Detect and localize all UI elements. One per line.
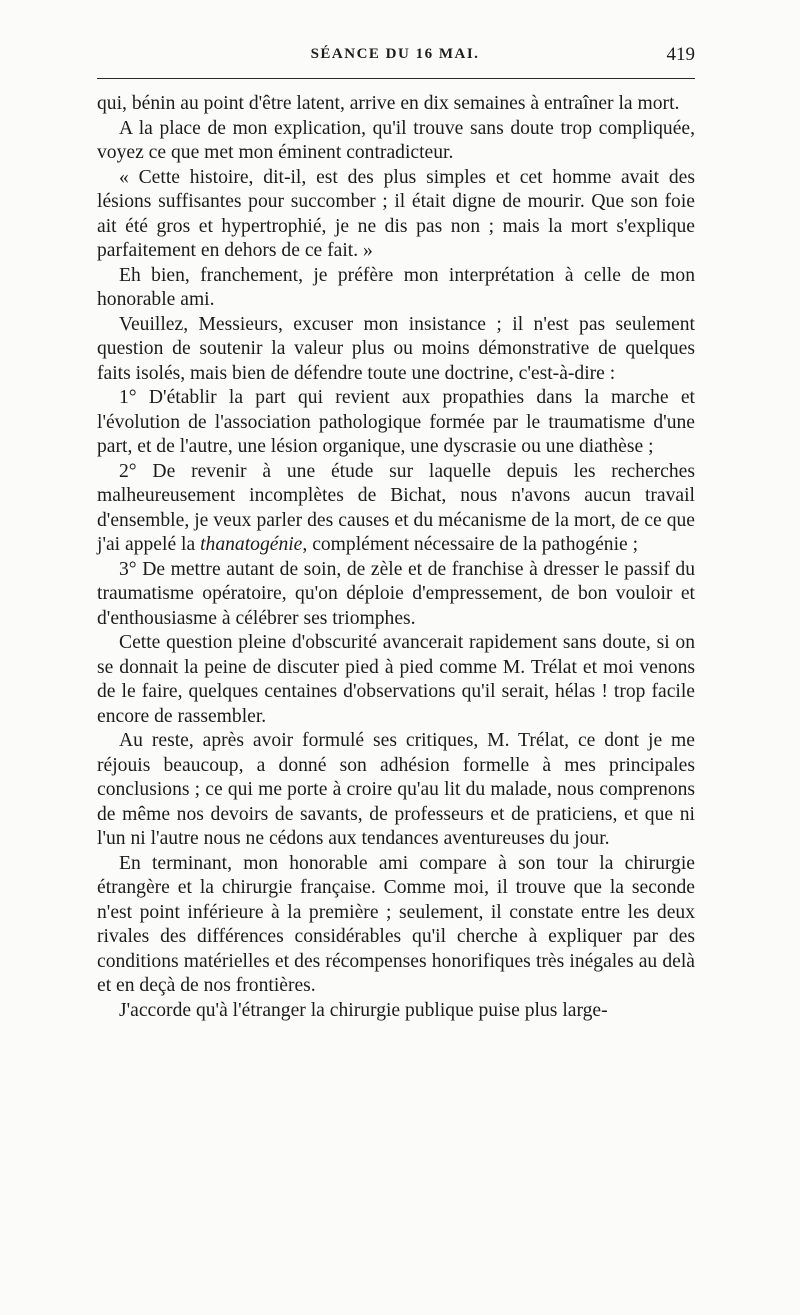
body-text bbox=[97, 92, 695, 1023]
header-rule bbox=[97, 78, 695, 79]
paragraph-6: 1° D'établir la part qui revient aux propathies dans la marche et l'évolution de l'association pathologique formée par le traumatisme d'une part, et de l'autre, une lésion organique, une dyscrasie ou une diathèse ; bbox=[97, 387, 695, 457]
paragraph-12: J'accorde qu'à l'étranger la chirurgie publique puise plus large- bbox=[119, 999, 608, 1021]
paragraph-9: Cette question pleine d'obscurité avancerait rapidement sans doute, si on se donnait la peine de discuter pied à pied comme M. Trélat et moi venons de le faire, quelques centaines d'observations qu'il serait, hélas ! trop facile encore de rassembler. bbox=[97, 632, 695, 727]
running-title: SÉANCE DU 16 MAI. bbox=[310, 46, 480, 62]
paragraph-7 bbox=[97, 460, 695, 558]
paragraph-10: Au reste, après avoir formulé ses critiques, M. Trélat, ce dont je me réjouis beaucoup, a donné son adhésion formelle à mes principales conclusions ; ce qui me porte à croire qu'au lit du malade, nous comprenons de même nos devoirs de savants, de professeurs et de praticiens, et que ni l'un ni l'autre nous ne cédons aux tendances aventureuses du jour. bbox=[97, 730, 695, 849]
paragraph-5: Veuillez, Messieurs, excuser mon insistance ; il n'est pas seulement question de soutenir la valeur plus ou moins démonstrative de quelques faits isolés, mais bien de défendre toute une doctrine, c'est-à-dire : bbox=[97, 313, 695, 384]
paragraph-7-start: 2° De revenir à une étude sur laquelle depuis les recherches malheureusement incomplètes de Bichat, nous n'avons aucun travail d'ensemble, je veux parler des causes et du mécanisme de la mort, de ce que j'ai appelé la bbox=[97, 460, 695, 555]
page-number: 419 bbox=[666, 44, 695, 65]
paragraph-2: A la place de mon explication, qu'il trouve sans doute trop compliquée, voyez ce que met mon éminent contradicteur. bbox=[97, 117, 695, 163]
paragraph-1: qui, bénin au point d'être latent, arrive en dix semaines à entraîner la mort. bbox=[97, 93, 680, 114]
paragraph-7-italic: thanatogénie bbox=[200, 534, 303, 555]
paragraph-4: Eh bien, franchement, je préfère mon interprétation à celle de mon honorable ami. bbox=[97, 264, 695, 310]
paragraph-8: 3° De mettre autant de soin, de zèle et de franchise à dresser le passif du traumatisme opératoire, qu'on déploie d'empressement, de bon vouloir et d'enthousiasme à célébrer ses triomphes. bbox=[97, 558, 695, 629]
paragraph-7-end: , complément nécessaire de la pathogénie ; bbox=[302, 534, 639, 555]
page-header bbox=[95, 46, 695, 72]
paragraph-3: « Cette histoire, dit-il, est des plus simples et cet homme avait des lésions suffisantes pour succomber ; il était digne de mourir. Que son foie ait été gros et hypertrophié, je ne dis pas non ; mais la mort s'explique parfaitement en dehors de ce fait. » bbox=[97, 166, 695, 261]
paragraph-11: En terminant, mon honorable ami compare à son tour la chirurgie étrangère et la chirurgie française. Comme moi, il trouve que la seconde n'est point inférieure à la première ; seulement, il constate entre les deux rivales des différences considérables qu'il cherche à expliquer par des conditions matérielles et des récompenses honorifiques très inégales au delà et en deçà de nos frontières. bbox=[97, 852, 695, 996]
